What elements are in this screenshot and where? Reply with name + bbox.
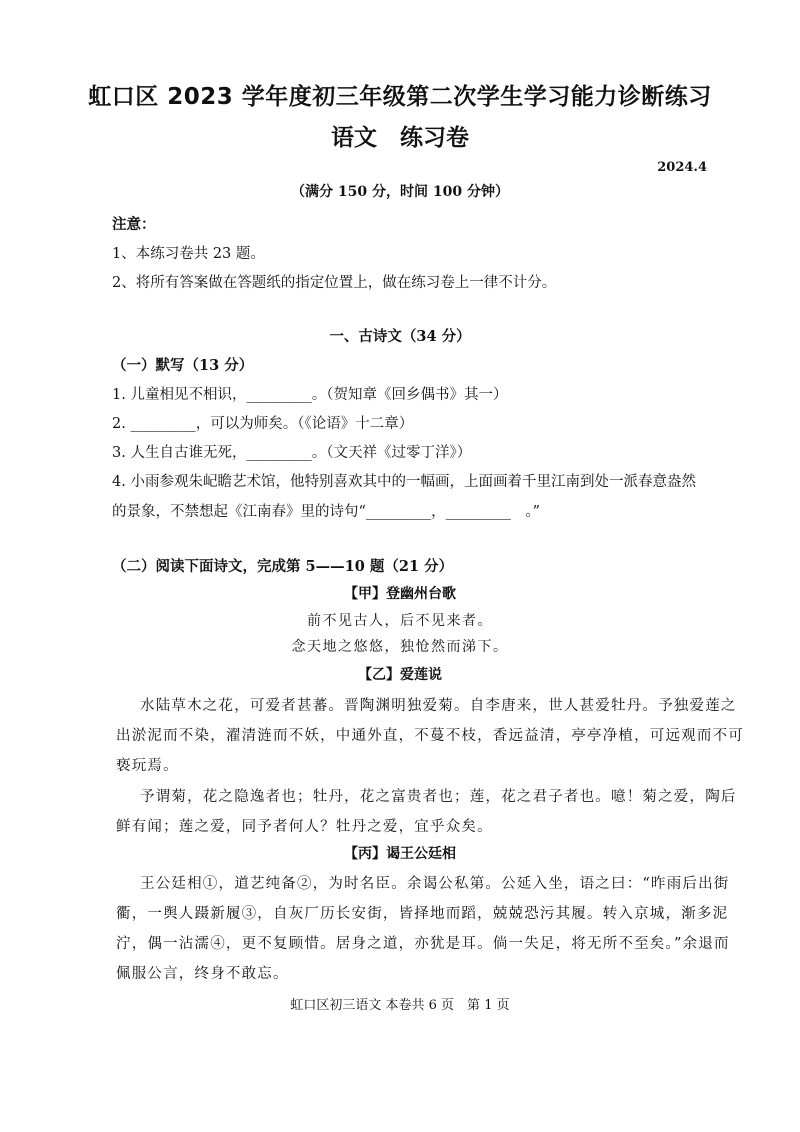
- exam-title: 虹口区 2023 学年度初三年级第二次学生学习能力诊断练习: [88, 84, 712, 110]
- full-mark-info: （满分 150 分，时间 100 分钟）: [291, 184, 509, 200]
- question-4-line1: 4. 小雨参观朱屺瞻艺术馆，他特别喜欢其中的一幅画，上面画着千里江南到处一派春意盎然: [112, 474, 696, 490]
- exam-subtitle: 语文 练习卷: [331, 125, 469, 151]
- prose-bing-line-2: 衢，一舆人蹑新履③，自灰厂历长安街，皆择地而蹈，兢兢恐污其履。转入京城，渐多泥: [116, 906, 729, 922]
- note-item-1: 1、本练习卷共 23 题。: [112, 246, 265, 262]
- notes-label: 注意：: [112, 216, 156, 233]
- part1-title: （一）默写（13 分）: [112, 357, 254, 374]
- prose-bing-line-3: 泞，偶一沾濡④，更不复顾惜。居身之道，亦犹是耳。倘一失足，将无所不至矣。”余退而: [116, 936, 730, 952]
- exam-date: 2024.4: [657, 160, 707, 175]
- section-title: 一、古诗文（34 分）: [329, 328, 471, 345]
- question-1: 1. 儿童相见不相识，_________。（贺知章《回乡偶书》其一）: [112, 387, 508, 403]
- prose-yi-line-1: 水陆草木之花，可爱者甚蕃。晋陶渊明独爱菊。自李唐来，世人甚爱牡丹。予独爱莲之: [140, 698, 737, 714]
- prose-bing-line-4: 佩服公言，终身不敢忘。: [116, 966, 289, 982]
- page-footer: 虹口区初三语文 本卷共 6 页 第 1 页: [290, 998, 510, 1013]
- question-4-line2: 的景象，不禁想起《江南春》里的诗句“_________，_________ 。”: [112, 504, 541, 520]
- prose-bing-title: 【丙】谒王公廷相: [344, 846, 456, 862]
- question-2: 2. _________，可以为师矣。（《论语》十二章）: [112, 416, 414, 432]
- prose-bing-line-1: 王公廷相①，道艺纯备②，为时名臣。余谒公私第。公延入坐，语之曰：“昨雨后出街: [140, 876, 730, 892]
- poem-jia-line-1: 前不见古人，后不见来者。: [307, 613, 493, 629]
- poem-jia-title: 【甲】登幽州台歌: [344, 586, 456, 602]
- poem-jia-line-2: 念天地之悠悠，独怆然而涕下。: [291, 639, 509, 655]
- prose-yi-line-2: 出淤泥而不染，濯清涟而不妖，中通外直，不蔓不枝，香远益清，亭亭净植，可远观而不可: [116, 728, 744, 744]
- prose-yi-line-4: 予谓菊，花之隐逸者也；牡丹，花之富贵者也；莲，花之君子者也。噫！菊之爱，陶后: [140, 789, 737, 805]
- note-item-2: 2、将所有答案做在答题纸的指定位置上，做在练习卷上一律不计分。: [112, 275, 557, 291]
- prose-yi-line-5: 鲜有闻；莲之爱，同予者何人？牡丹之爱，宜乎众矣。: [116, 819, 493, 835]
- question-3: 3. 人生自古谁无死，_________。（文天祥《过零丁洋》）: [112, 445, 472, 461]
- prose-yi-title: 【乙】爱莲说: [358, 667, 442, 683]
- prose-yi-line-3: 亵玩焉。: [116, 758, 179, 774]
- part2-title: （二）阅读下面诗文，完成第 5——10 题（21 分）: [112, 558, 454, 575]
